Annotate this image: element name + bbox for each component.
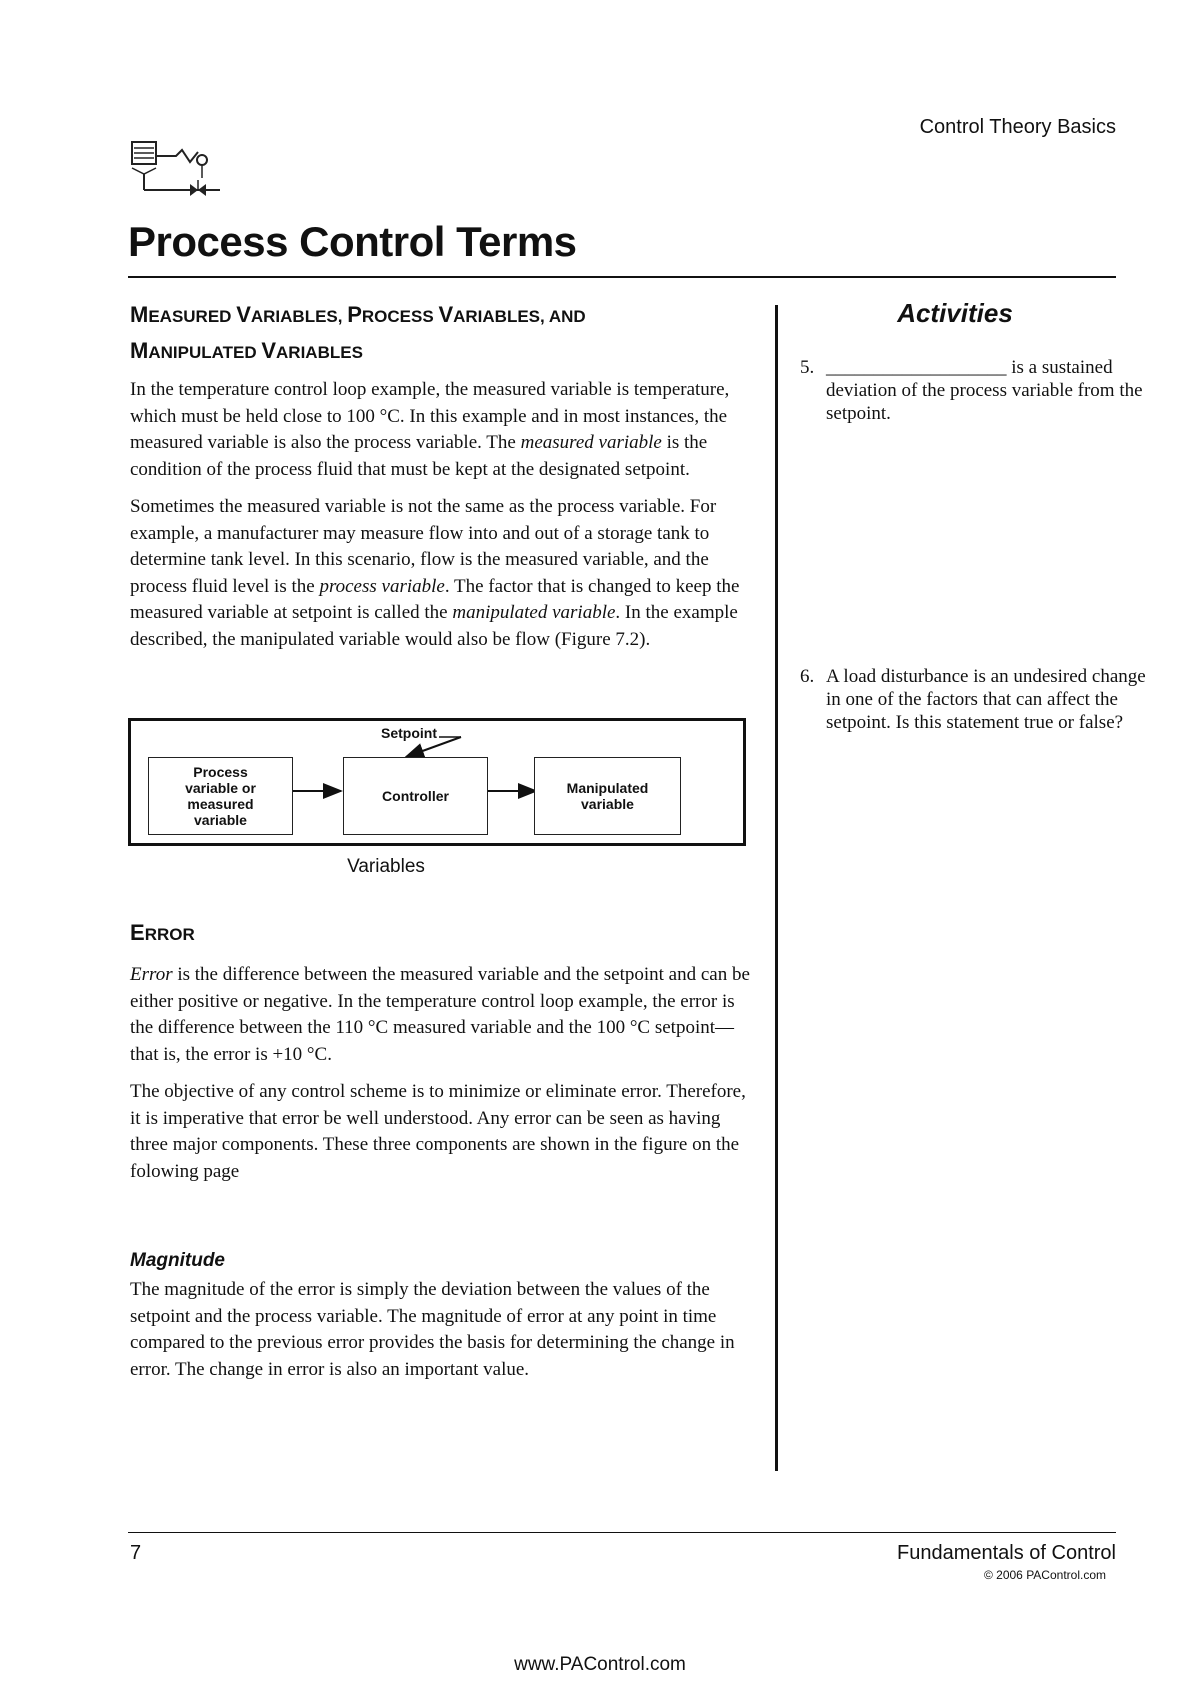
page-number: 7: [130, 1542, 142, 1564]
activity-item-5: 5. ___________________ is a sustained deviation of the process variable from the setpoint.: [800, 357, 1143, 424]
activity-item-6: 6. A load disturbance is an undesired change in one of the factors that can affect the setpoint. Is this statement true or false?: [800, 666, 1146, 733]
title-rule: [128, 276, 1116, 278]
page-title: Process Control Terms: [128, 218, 577, 265]
error-paragraph-1: Error is the difference between the measured variable and the setpoint and can be either positive or negative. In the temperature control loop example, the error is the difference between the 110 °C measured variable and the 100 °C setpoint—that is, the error is +10 °C.: [130, 964, 750, 1065]
footer-rule: [128, 1532, 1116, 1533]
error-section-heading: ERROR: [130, 920, 195, 945]
controller-block: Controller: [343, 757, 488, 835]
variables-heading-line-2: MANIPULATED VARIABLES: [130, 338, 363, 363]
figure-caption: Variables: [347, 856, 425, 877]
variables-section-heading: [130, 298, 750, 370]
magnitude-heading: Magnitude: [130, 1250, 225, 1271]
answer-blank[interactable]: ___________________: [826, 357, 1007, 378]
running-header: Control Theory Basics: [919, 116, 1116, 138]
magnitude-body: [130, 1277, 750, 1394]
copyright: © 2006 PAControl.com: [983, 1568, 1106, 1582]
variables-figure: [128, 718, 746, 846]
variables-paragraph-2: Sometimes the measured variable is not the same as the process variable. For example, a manufacturer may measure flow into and out of a storage tank to determine tank level. In this scenario, flow is the measured variable, and the process fluid level is the process variable. The factor that is changed to keep the measured variable at setpoint is called the manipulated variable. In the example described, the manipulated variable would also be flow (Figure 7.2).: [130, 496, 740, 650]
magnitude-paragraph: The magnitude of the error is simply the deviation between the values of the setpoint and the process variable. The magnitude of error at any point in time compared to the previous error provides the basis for determining the change in error. The change in error is also an important value.: [130, 1279, 735, 1380]
book-title: Fundamentals of Control: [896, 1542, 1116, 1564]
process-schematic-logo-icon: [130, 138, 224, 200]
manipulated-variable-block: Manipulated variable: [534, 757, 681, 835]
error-body: [130, 962, 750, 1196]
process-variable-block: Process variable or measured variable: [148, 757, 293, 835]
setpoint-label: Setpoint: [381, 725, 437, 741]
website-link[interactable]: www.PAControl.com: [514, 1654, 686, 1675]
activity-number: 6.: [800, 666, 815, 687]
error-paragraph-2: The objective of any control scheme is to minimize or eliminate error. Therefore, it is imperative that error be well understood. Any error can be seen as having three major components. These three components are shown in the figure on the folowing page: [130, 1081, 746, 1182]
activities-title: Activities: [897, 298, 1013, 328]
column-divider: [775, 305, 778, 1471]
activity-number: 5.: [800, 357, 815, 378]
variables-heading-line-1: MEASURED VARIABLES, PROCESS VARIABLES, AND: [130, 302, 586, 327]
variables-body: [130, 377, 750, 664]
variables-paragraph-1: In the temperature control loop example, the measured variable is temperature, which must be held close to 100 °C. In this example and in most instances, the measured variable is also the process variable. The measured variable is the condition of the process fluid that must be kept at the designated setpoint.: [130, 379, 730, 480]
